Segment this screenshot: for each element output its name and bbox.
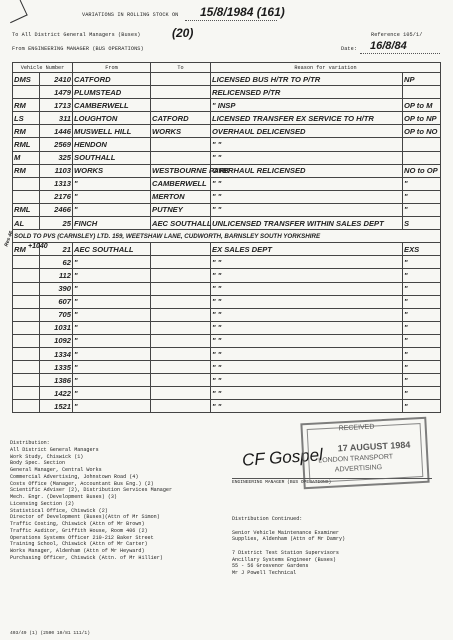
distribution-continued-item: Distribution Continued: (232, 516, 303, 522)
vehicle-number: 25 (40, 217, 73, 230)
status-code: EXS (403, 243, 441, 256)
reason: " " (211, 138, 403, 151)
status-code: S (403, 217, 441, 230)
to-garage: AEC SOUTHALL (151, 217, 211, 230)
status-code: " (403, 361, 441, 374)
status-code: OP to M (403, 99, 441, 112)
table-row (13, 243, 441, 256)
distribution-item: General Manager, Central Works (10, 467, 102, 473)
distribution-item: Distribution: (10, 440, 50, 446)
to-garage (151, 321, 211, 334)
margin-note: +1040 (28, 243, 48, 250)
date-label: Date: (341, 46, 358, 52)
status-code: " (403, 177, 441, 190)
vehicle-code (13, 282, 40, 295)
stamp-line-3: LONDON TRANSPORT (318, 453, 394, 465)
received-stamp (300, 417, 429, 490)
to-garage (151, 308, 211, 321)
to-garage (151, 400, 211, 413)
status-code: " (403, 256, 441, 269)
vehicle-code (13, 256, 40, 269)
distribution-continued-item: Ancillary Systems Engineer (Buses) (232, 556, 336, 563)
from-garage: AEC SOUTHALL (73, 243, 151, 256)
from-garage: PLUMSTEAD (73, 86, 151, 99)
distribution-continued-item: Senior Vehicle Maintenance Examiner (232, 529, 339, 536)
distribution-item: Operations Systems Officer 210-212 Baker Street (10, 534, 154, 541)
to-garage (151, 282, 211, 295)
distribution-item: Licensing Section (2) (10, 500, 75, 507)
vehicle-number: 1313 (40, 177, 73, 190)
status-code: " (403, 203, 441, 216)
status-code: " (403, 282, 441, 295)
vehicle-code (13, 86, 40, 99)
form-date-handwritten: 15/8/1984 (161) (200, 5, 285, 19)
vehicle-code (13, 400, 40, 413)
stamp-line-1: RECEIVED (338, 423, 375, 433)
form-footer: 403/49 (1) (2500 10/81 111/1) (10, 631, 90, 636)
table-row (13, 361, 441, 374)
vehicle-code (13, 334, 40, 347)
vehicle-code (13, 177, 40, 190)
from-garage: SOUTHALL (73, 151, 151, 164)
status-code (403, 138, 441, 151)
reason: " " (211, 387, 403, 400)
vehicle-number: 62 (40, 256, 73, 269)
distribution-item: Director of Development (Buses)(Attn of Mr Simon) (10, 514, 160, 521)
distribution-continued-item: Supplies, Aldenham (Attn of Mr Damry) (232, 536, 346, 543)
reason: " " (211, 203, 403, 216)
from-garage: " (73, 374, 151, 387)
reason: LICENSED BUS H/TR TO P/TR (211, 73, 403, 86)
status-code: " (403, 190, 441, 203)
vehicle-number: 1521 (40, 400, 73, 413)
from-garage: CATFORD (73, 73, 151, 86)
status-code: " (403, 387, 441, 400)
vehicle-number: 2569 (40, 138, 73, 151)
to-garage: CATFORD (151, 112, 211, 125)
table-row (13, 282, 441, 295)
distribution-continued-item (232, 543, 345, 550)
reason: " " (211, 177, 403, 190)
vehicle-code: RM (13, 125, 40, 138)
reason: " " (211, 151, 403, 164)
status-code: NP (403, 73, 441, 86)
to-garage (151, 361, 211, 374)
to-garage (151, 347, 211, 360)
to-garage (151, 334, 211, 347)
sold-to-row (13, 230, 441, 243)
to-line: To All District General Managers (Buses) (12, 32, 141, 38)
from-garage: " (73, 347, 151, 360)
reason: " " (211, 308, 403, 321)
vehicle-number: 1092 (40, 334, 73, 347)
status-code: " (403, 295, 441, 308)
from-garage: LOUGHTON (73, 112, 151, 125)
vehicle-number: 1479 (40, 86, 73, 99)
col-reason: Reason for variation (211, 63, 441, 73)
vehicle-code (13, 361, 40, 374)
to-garage (151, 86, 211, 99)
form-title: VARIATIONS IN ROLLING STOCK ON (82, 12, 179, 18)
signature-caption: ENGINEERING MANAGER (BUS OPERATIONS) (232, 480, 332, 485)
distribution-continued-item: 7 District Test Station Supervisors (232, 549, 339, 556)
to-count-handwritten: (20) (172, 26, 194, 40)
vehicle-number: 1103 (40, 164, 73, 177)
side-note: Res 46 (3, 230, 15, 248)
table-row (13, 99, 441, 112)
from-garage: FINCH (73, 217, 151, 230)
vehicle-code: AL (13, 217, 40, 230)
table-row (13, 86, 441, 99)
vehicle-number: 2410 (40, 73, 73, 86)
vehicle-number: 2466 (40, 203, 73, 216)
stamp-line-2: 17 AUGUST 1984 (337, 439, 411, 454)
status-code: " (403, 308, 441, 321)
vehicle-code (13, 321, 40, 334)
status-code: " (403, 269, 441, 282)
reason: " " (211, 374, 403, 387)
distribution-item: Body Spec. Section (10, 460, 66, 467)
col-from: From (73, 63, 151, 73)
reference-label: Reference 105/1/ (371, 32, 423, 38)
vehicle-code (13, 190, 40, 203)
table-row (13, 217, 441, 230)
distribution-item: Work Study, Chiswick (1) (10, 453, 84, 460)
to-garage (151, 99, 211, 112)
vehicle-code: RM (13, 164, 40, 177)
table-row (13, 73, 441, 86)
table-row (13, 190, 441, 203)
table-header-row (13, 63, 441, 73)
reason: " " (211, 400, 403, 413)
reason: " " (211, 347, 403, 360)
vehicle-number: 1335 (40, 361, 73, 374)
vehicle-code: RM (13, 243, 40, 256)
status-code: NO to OP (403, 164, 441, 177)
vehicle-number: 112 (40, 269, 73, 282)
reason: " " (211, 282, 403, 295)
distribution-item: Works Manager, Aldenham (Attn of Mr Heyward) (10, 548, 145, 554)
table-row (13, 177, 441, 190)
table-row (13, 334, 441, 347)
vehicle-number: 21 (40, 243, 73, 256)
reason: UNLICENSED TRANSFER WITHIN SALES DEPT (211, 217, 403, 230)
vehicle-code (13, 295, 40, 308)
distribution-continued-item: 55 - 56 Grosvenor Gardens (232, 563, 309, 570)
from-garage: " (73, 190, 151, 203)
table-row (13, 308, 441, 321)
to-garage: WESTBOURNE PARK (151, 164, 211, 177)
reason: " " (211, 190, 403, 203)
status-code (403, 151, 441, 164)
vehicle-number: 390 (40, 282, 73, 295)
vehicle-code: DMS (13, 73, 40, 86)
to-garage: MERTON (151, 190, 211, 203)
vehicle-number: 1334 (40, 347, 73, 360)
distribution-item: Traffic Auditor, Griffith House, Room 406 (2) (10, 527, 148, 534)
vehicle-code (13, 374, 40, 387)
status-code (403, 86, 441, 99)
table-row (13, 269, 441, 282)
from-garage: " (73, 203, 151, 216)
table-row (13, 321, 441, 334)
reason: " INSP (211, 99, 403, 112)
table-row (13, 151, 441, 164)
vehicle-number: 311 (40, 112, 73, 125)
variations-table (12, 62, 441, 413)
status-code: OP to NP (403, 112, 441, 125)
to-garage (151, 295, 211, 308)
reason: " " (211, 361, 403, 374)
to-garage (151, 269, 211, 282)
table-row (13, 203, 441, 216)
status-code: " (403, 334, 441, 347)
distribution-item: All District General Managers (10, 446, 99, 453)
distribution-item: Commercial Advertising, Johnstown Road (4) (10, 473, 139, 480)
vehicle-code: RML (13, 203, 40, 216)
distribution-item: Statistical Office, Chiswick (2) (10, 507, 108, 514)
status-code: OP to NO (403, 125, 441, 138)
distribution-item: Costs Office (Manager, Accountant Bus Eng.) (2) (10, 480, 154, 487)
reason: EX SALES DEPT (211, 243, 403, 256)
to-garage: PUTNEY (151, 203, 211, 216)
to-garage (151, 256, 211, 269)
distribution-item: Training School, Chiswick (Attn of Mr Carter) (10, 541, 148, 548)
table-row (13, 125, 441, 138)
status-code: " (403, 400, 441, 413)
from-garage: WORKS (73, 164, 151, 177)
to-garage: WORKS (151, 125, 211, 138)
distribution-list (10, 440, 172, 562)
table-row (13, 112, 441, 125)
vehicle-number: 705 (40, 308, 73, 321)
vehicle-code: RM (13, 99, 40, 112)
status-code: " (403, 374, 441, 387)
from-garage: " (73, 400, 151, 413)
from-garage: HENDON (73, 138, 151, 151)
from-garage: " (73, 295, 151, 308)
distribution-item: Mech. Engr. (Development Buses) (3) (10, 494, 117, 500)
table-row (13, 347, 441, 360)
vehicle-number: 1031 (40, 321, 73, 334)
table-row (13, 295, 441, 308)
date-value-handwritten: 16/8/84 (370, 40, 407, 52)
vehicle-code (13, 269, 40, 282)
table-row (13, 138, 441, 151)
distribution-item: Purchasing Officer, Chiswick (Attn. of Mr Hillier) (10, 554, 163, 561)
distribution-continued-list (232, 516, 345, 577)
vehicle-code: M (13, 151, 40, 164)
signature: CF Gospel (241, 445, 324, 470)
vehicle-code: LS (13, 112, 40, 125)
sold-to-text: SOLD TO PVS (CARNSLEY) LTD. 159, WEETSHAW LANE, CUDWORTH, BARNSLEY SOUTH YORKSHIRE (13, 230, 441, 243)
reason: " " (211, 256, 403, 269)
from-garage: " (73, 269, 151, 282)
vehicle-code (13, 387, 40, 400)
from-garage: " (73, 177, 151, 190)
from-line: From ENGINEERING MANAGER (BUS OPERATIONS) (12, 46, 144, 52)
to-garage (151, 387, 211, 400)
corner-mark (3, 0, 27, 23)
reason: " " (211, 269, 403, 282)
from-garage: " (73, 282, 151, 295)
to-garage: CAMBERWELL (151, 177, 211, 190)
reason: " " (211, 321, 403, 334)
distribution-item: Scientific Adviser (2), Distribution Services Manager (10, 487, 173, 494)
distribution-item: Traffic Costing, Chiswick (Attn of Mr Brown) (10, 521, 145, 527)
to-garage (151, 374, 211, 387)
reason: OVERHAUL RELICENSED (211, 164, 403, 177)
table-row (13, 400, 441, 413)
reason: OVERHAUL DELICENSED (211, 125, 403, 138)
to-garage (151, 151, 211, 164)
to-garage (151, 243, 211, 256)
col-vehicle-number: Vehicle Number (13, 63, 73, 73)
to-garage (151, 138, 211, 151)
reason: " " (211, 295, 403, 308)
vehicle-number: 325 (40, 151, 73, 164)
vehicle-code (13, 347, 40, 360)
table-row (13, 374, 441, 387)
from-garage: " (73, 387, 151, 400)
reason: LICENSED TRANSFER EX SERVICE TO H/TR (211, 112, 403, 125)
status-code: " (403, 321, 441, 334)
stamp-line-4: ADVERTISING (334, 464, 383, 474)
from-garage: " (73, 334, 151, 347)
distribution-continued-item: Mr J Powell Technical (232, 570, 297, 576)
vehicle-number: 1422 (40, 387, 73, 400)
from-garage: " (73, 321, 151, 334)
from-garage: MUSWELL HILL (73, 125, 151, 138)
vehicle-code: RML (13, 138, 40, 151)
table-row (13, 256, 441, 269)
vehicle-number: 2176 (40, 190, 73, 203)
to-garage (151, 73, 211, 86)
vehicle-number: 1386 (40, 374, 73, 387)
vehicle-number: 1713 (40, 99, 73, 112)
vehicle-number: 607 (40, 295, 73, 308)
reason: " " (211, 334, 403, 347)
reason: RELICENSED P/TR (211, 86, 403, 99)
from-garage: CAMBERWELL (73, 99, 151, 112)
table-row (13, 164, 441, 177)
from-garage: " (73, 308, 151, 321)
from-garage: " (73, 361, 151, 374)
table-row (13, 387, 441, 400)
from-garage: " (73, 256, 151, 269)
vehicle-code (13, 308, 40, 321)
vehicle-number: 1446 (40, 125, 73, 138)
col-to: To (151, 63, 211, 73)
distribution-continued-item (232, 523, 345, 530)
status-code: " (403, 347, 441, 360)
